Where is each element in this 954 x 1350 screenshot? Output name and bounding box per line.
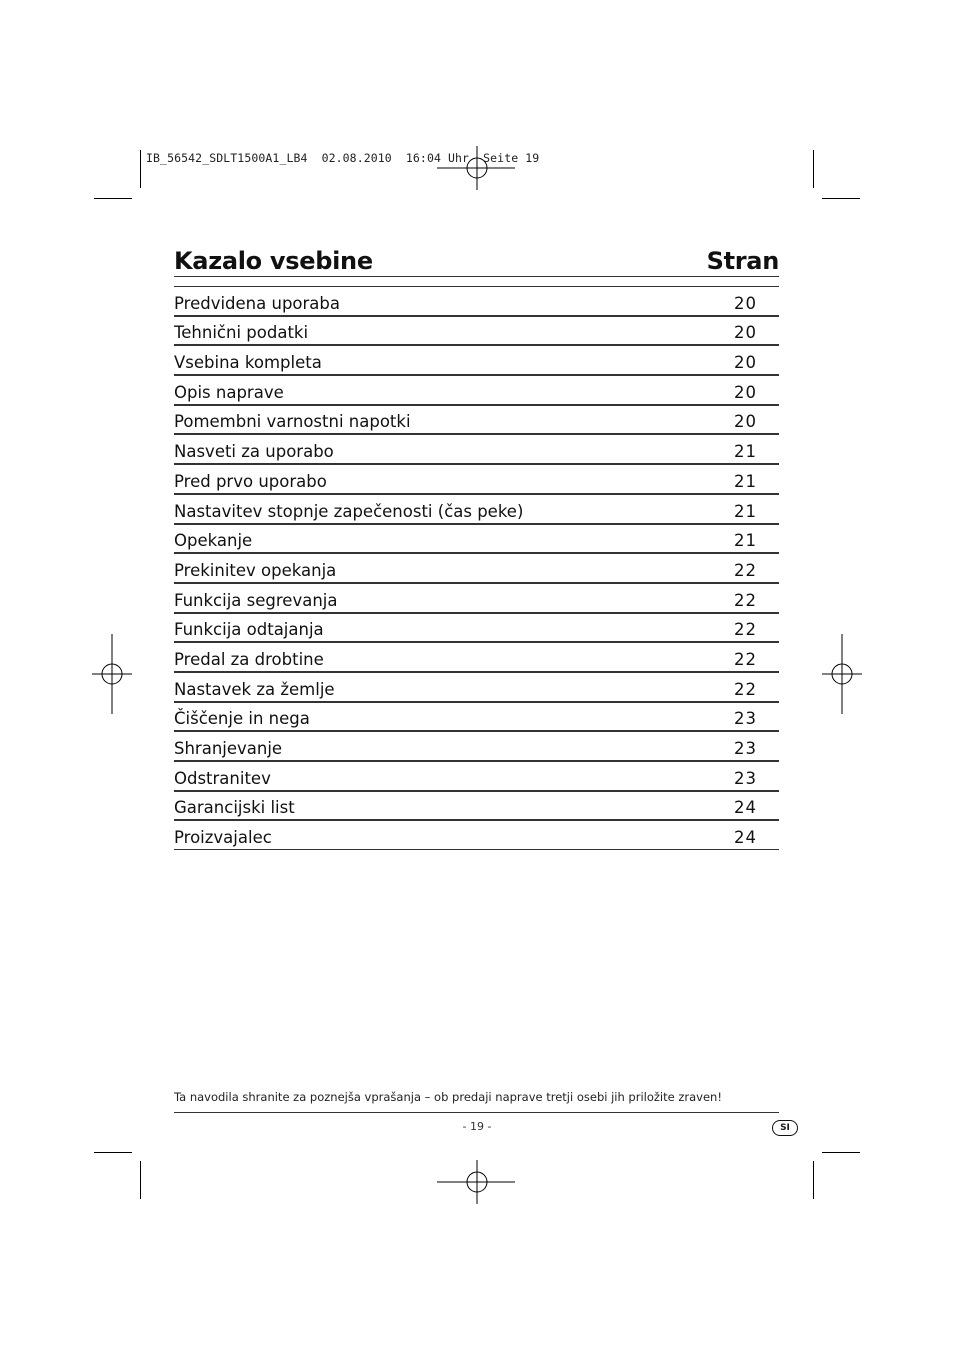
toc-entry-page: 20 [734, 293, 757, 313]
language-badge: SI [772, 1120, 798, 1136]
toc-entry-page: 24 [734, 798, 757, 818]
toc-entry[interactable] [174, 434, 779, 464]
crop-mark-bottom-right-h [822, 1152, 860, 1153]
toc-entry-page: 23 [734, 709, 757, 729]
crop-mark-bottom-left-v [140, 1161, 141, 1199]
crop-mark-top-right-v [813, 150, 814, 188]
toc-entry-page: 22 [734, 590, 757, 610]
toc-entry-label: Funkcija odtajanja [174, 620, 324, 640]
toc-entry-page: 20 [734, 412, 757, 432]
toc-entry-label: Predal za drobtine [174, 649, 324, 669]
toc-entry-page: 21 [734, 471, 757, 491]
crop-mark-top-left-h [94, 198, 132, 199]
toc-entry-label: Prekinitev opekanja [174, 560, 337, 580]
toc-entry-page: 20 [734, 382, 757, 402]
page-number: - 19 - [462, 1120, 492, 1133]
toc-entry[interactable] [174, 642, 779, 672]
toc-entry[interactable] [174, 761, 779, 791]
toc-entry-label: Odstranitev [174, 768, 271, 788]
toc-entry-label: Opekanje [174, 531, 253, 551]
toc-entry[interactable] [174, 613, 779, 643]
toc-entry-label: Proizvajalec [174, 828, 272, 848]
toc-entry-label: Nasveti za uporabo [174, 442, 334, 462]
crop-mark-top-right-h [822, 198, 860, 199]
crop-mark-bottom-right-v [813, 1161, 814, 1199]
toc-entry[interactable] [174, 375, 779, 405]
toc-entry-label: Tehnični podatki [174, 323, 309, 343]
toc-entry-label: Pred prvo uporabo [174, 471, 327, 491]
toc-entry[interactable] [174, 791, 779, 821]
toc-entry[interactable] [174, 286, 779, 316]
print-slug: IB_56542_SDLT1500A1_LB4 02.08.2010 16:04 Uhr Seite 19 [146, 151, 540, 165]
toc-entry[interactable] [174, 524, 779, 554]
registration-mark-top [437, 128, 517, 208]
toc-entry-page: 21 [734, 531, 757, 551]
toc-entry[interactable] [174, 731, 779, 761]
registration-mark-bottom [437, 1142, 517, 1222]
toc-entry[interactable] [174, 702, 779, 732]
toc-entry-label: Nastavitev stopnje zapečenosti (čas peke) [174, 501, 524, 521]
toc-entry-label: Pomembni varnostni napotki [174, 412, 411, 432]
toc-entry-page: 23 [734, 739, 757, 758]
crop-mark-bottom-left-h [94, 1152, 132, 1153]
toc-entry[interactable] [174, 672, 779, 702]
toc-page-header: Stran [706, 247, 779, 275]
toc-entry-page: 21 [734, 501, 757, 521]
toc-entry[interactable] [174, 820, 779, 850]
toc-entry-page: 22 [734, 679, 757, 699]
toc-entry-page: 23 [734, 768, 757, 788]
toc-header [174, 240, 779, 277]
toc-entry[interactable] [174, 583, 779, 613]
crop-mark-top-left-v [140, 150, 141, 188]
toc-entry-label: Vsebina kompleta [174, 353, 322, 373]
toc-entry-page: 22 [734, 620, 757, 640]
toc-entry[interactable] [174, 405, 779, 435]
toc-entry[interactable] [174, 494, 779, 524]
registration-mark-left [72, 634, 152, 714]
toc-entry-label: Predvidena uporaba [174, 293, 340, 313]
toc-entry[interactable] [174, 464, 779, 494]
toc-entry-label: Funkcija segrevanja [174, 590, 338, 610]
toc-title: Kazalo vsebine [174, 247, 373, 275]
toc-entry-page: 22 [734, 560, 757, 580]
toc-entry[interactable] [174, 316, 779, 346]
toc-entry-page: 21 [734, 442, 757, 462]
toc-entry-page: 20 [734, 323, 757, 343]
toc-entry-page: 24 [734, 828, 757, 848]
footnote: Ta navodila shranite za poznejša vprašanja – ob predaji naprave tretji osebi jih priložite zraven! [174, 1088, 779, 1113]
toc-entry-label: Nastavek za žemlje [174, 679, 335, 699]
toc-entry[interactable] [174, 553, 779, 583]
toc-entry-label: Čiščenje in nega [174, 709, 310, 729]
toc-entry-label: Garancijski list [174, 798, 295, 818]
toc-entry-page: 20 [734, 353, 757, 373]
toc-entry-page: 22 [734, 649, 757, 669]
toc-entry-label: Opis naprave [174, 382, 284, 402]
toc-entry[interactable] [174, 345, 779, 375]
registration-mark-right [802, 634, 882, 714]
toc-list [174, 286, 779, 850]
toc-entry-label: Shranjevanje [174, 739, 283, 758]
